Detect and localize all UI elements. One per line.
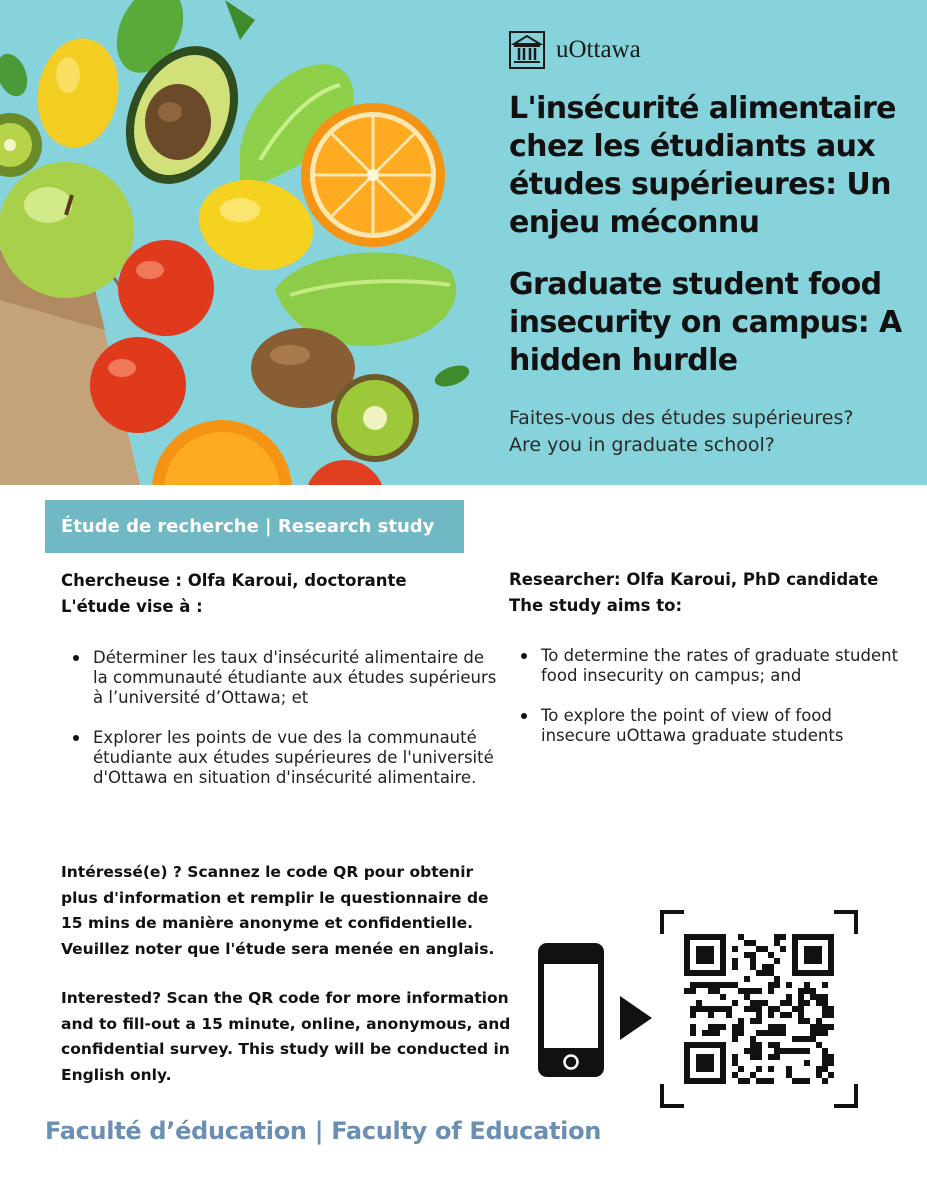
fruits-vegetables-photo bbox=[0, 0, 500, 485]
list-item: To determine the rates of graduate student food insecurity on campus; and bbox=[509, 646, 899, 686]
list-item: Explorer les points de vue des la communauté étudiante aux études supérieures de l'université d'Ottawa en situation d'insécurité alimentaire. bbox=[61, 728, 501, 788]
brand-name: uOttawa bbox=[556, 36, 641, 63]
list-item: To explore the point of view of food insecure uOttawa graduate students bbox=[509, 706, 899, 746]
researcher-french: Chercheuse : Olfa Karoui, doctorante bbox=[61, 571, 407, 590]
play-arrow-icon bbox=[620, 996, 652, 1040]
call-to-action-french: Intéressé(e) ? Scannez le code QR pour obtenir plus d'information et remplir le questionnaire de 15 mins de manière anonyme et confidentielle. Veuillez noter que l'étude sera menée en anglais. bbox=[61, 863, 495, 958]
aims-heading-french: L'étude vise à : bbox=[61, 597, 203, 616]
list-item: Déterminer les taux d'insécurité alimentaire de la communauté étudiante aux études supérieurs à l’université d’Ottawa; et bbox=[61, 648, 501, 708]
question-english: Are you in graduate school? bbox=[509, 434, 775, 456]
smartphone-icon bbox=[537, 942, 605, 1078]
aims-list-english bbox=[509, 646, 899, 766]
title-english: Graduate student food insecurity on campus: A hidden hurdle bbox=[509, 267, 902, 378]
title-french: L'insécurité alimentaire chez les étudiants aux études supérieures: Un enjeu méconnu bbox=[509, 91, 896, 240]
question-french: Faites-vous des études supérieures? bbox=[509, 407, 854, 429]
uottawa-logo bbox=[509, 30, 641, 70]
faculty-footer: Faculté d’éducation | Faculty of Education bbox=[45, 1117, 602, 1145]
research-study-banner: Étude de recherche | Research study bbox=[45, 500, 464, 553]
aims-list-french bbox=[61, 648, 501, 808]
university-building-icon bbox=[509, 31, 545, 69]
qr-code[interactable] bbox=[660, 910, 858, 1108]
hero-section bbox=[0, 0, 927, 485]
researcher-english: Researcher: Olfa Karoui, PhD candidate bbox=[509, 570, 879, 589]
aims-heading-english: The study aims to: bbox=[509, 596, 683, 615]
call-to-action-english: Interested? Scan the QR code for more information and to fill-out a 15 minute, online, anonymous, and confidential survey. This study will be conducted in English only. bbox=[61, 989, 511, 1084]
